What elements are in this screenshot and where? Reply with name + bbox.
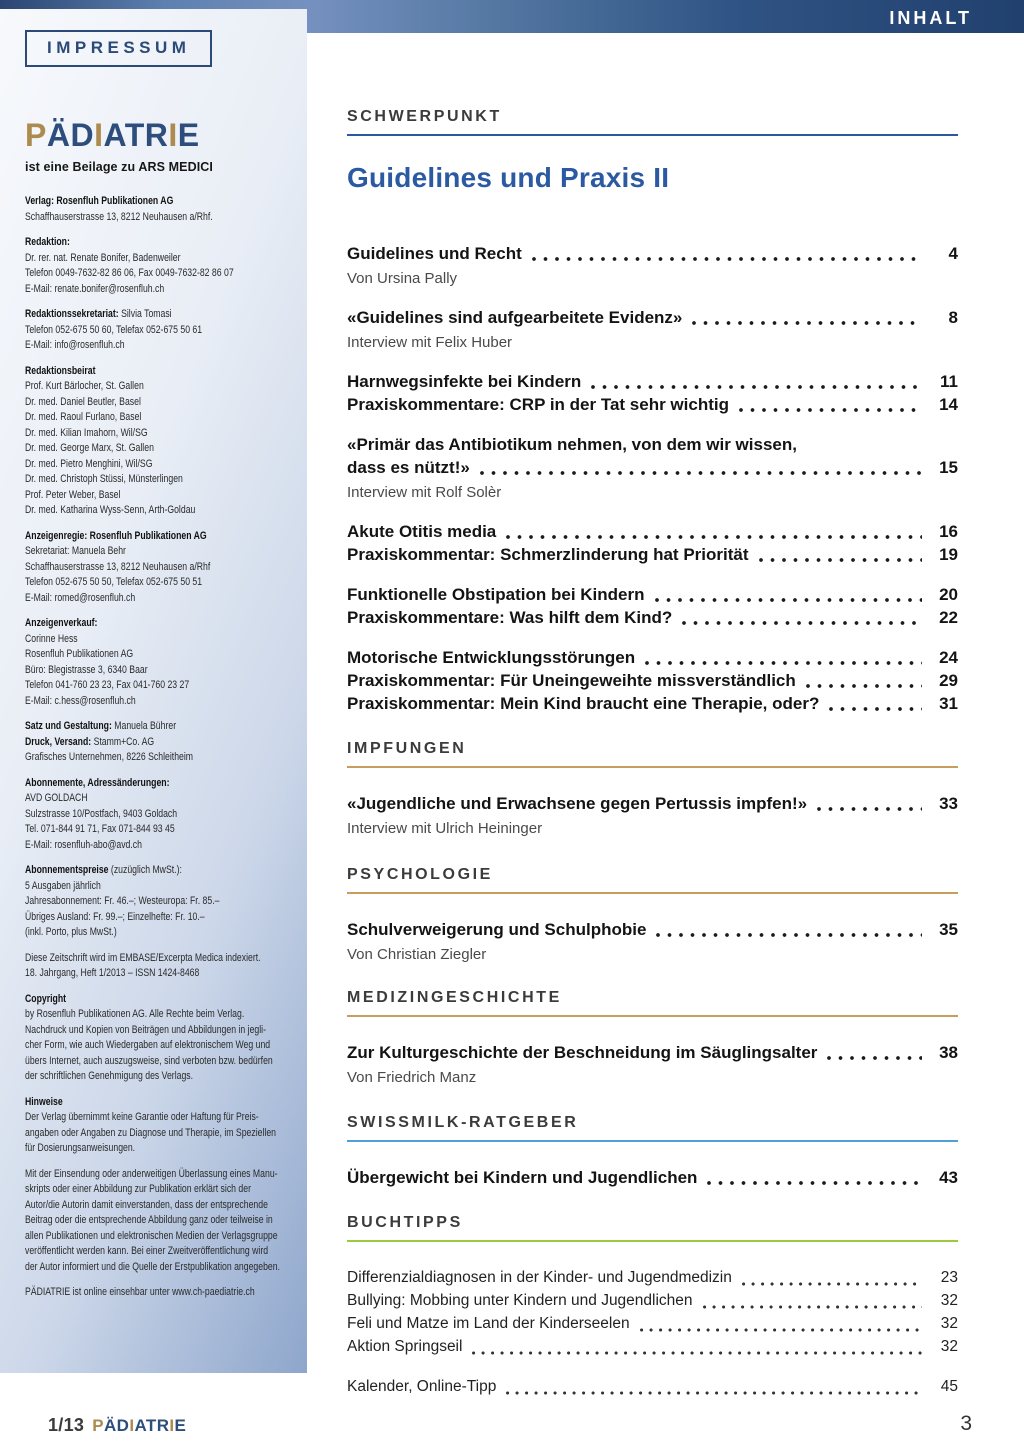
impressum-line: E-Mail: romed@rosenfluh.ch	[25, 591, 136, 604]
impressum-line: allen Publikationen und elektronischen Medien der Verlagsgruppe	[25, 1229, 278, 1242]
toc-entry-title: Praxiskommentar: Mein Kind braucht eine Therapie, oder?	[347, 694, 820, 713]
toc-row	[347, 1335, 958, 1358]
toc-page-number: 24	[939, 648, 958, 667]
impressum-line: E-Mail: renate.bonifer@rosenfluh.ch	[25, 282, 165, 295]
impressum-line: Anzeigenregie: Rosenfluh Publikationen AG	[25, 529, 207, 542]
toc-page-number: 23	[940, 1269, 958, 1286]
impressum-line: Beitrag oder die entsprechende Abbildung ganz oder teilweise in	[25, 1214, 273, 1226]
toc-entry-title: Guidelines und Recht	[347, 244, 522, 263]
toc-entry-title: Feli und Matze im Land der Kinderseelen	[347, 1315, 630, 1332]
logo-letter: T	[124, 117, 145, 153]
toc-row	[347, 543, 958, 566]
toc-page-number: 33	[939, 794, 958, 813]
logo-letter: I	[94, 117, 104, 153]
impressum-block	[25, 194, 291, 225]
toc-page-number: 43	[939, 1168, 958, 1187]
dot-leader	[806, 684, 922, 688]
toc-row	[347, 669, 958, 692]
impressum-block	[25, 364, 291, 519]
toc-row	[347, 1375, 958, 1398]
impressum-line: Dr. med. Raoul Furlano, Basel	[25, 411, 142, 423]
toc-page-number: 14	[939, 395, 958, 414]
impressum-line: E-Mail: info@rosenfluh.ch	[25, 339, 125, 351]
impressum-line: Autor/die Autorin damit einverstanden, dass der entsprechende	[25, 1198, 268, 1211]
toc-item	[347, 792, 958, 839]
logo-letter: P	[25, 117, 47, 153]
impressum-block	[25, 776, 291, 854]
impressum-line: Diese Zeitschrift wird im EMBASE/Excerpta Medica indexiert.	[25, 951, 261, 964]
impressum-line: E-Mail: c.hess@rosenfluh.ch	[25, 694, 136, 707]
impressum-line: Telefon 052-675 50 50, Telefax 052-675 50 51	[25, 576, 203, 588]
toc-page-number: 35	[939, 920, 958, 939]
toc-entry-title: Schulverweigerung und Schulphobie	[347, 920, 647, 939]
dot-leader	[640, 1328, 922, 1332]
toc-row	[347, 1166, 958, 1189]
toc-row	[347, 692, 958, 715]
section-items	[347, 918, 958, 965]
toc-entry-title: Differenzialdiagnosen in der Kinder- und Jugendmedizin	[347, 1269, 732, 1286]
impressum-line: Prof. Peter Weber, Basel	[25, 488, 121, 501]
impressum-sidebar	[0, 9, 307, 1373]
logo-letter: I	[168, 117, 178, 153]
toc-entry-title: Übergewicht bei Kindern und Jugendlichen	[347, 1168, 698, 1187]
impressum-line: Prof. Kurt Bärlocher, St. Gallen	[25, 380, 144, 392]
impressum-line: Büro: Blegistrasse 3, 6340 Baar	[25, 663, 148, 676]
section-items	[347, 1266, 958, 1398]
toc-entry-title: Praxiskommentare: CRP in der Tat sehr wichtig	[347, 395, 729, 414]
dot-leader	[656, 933, 922, 937]
footer-issue	[48, 1415, 186, 1436]
impressum-line: Satz und Gestaltung: Manuela Bührer	[25, 720, 177, 732]
logo-letter: D	[116, 1416, 130, 1435]
dot-leader	[742, 1282, 922, 1286]
impressum-line: by Rosenfluh Publikationen AG. Alle Rechte beim Verlag.	[25, 1008, 245, 1020]
toc-section-buchtipps	[347, 1214, 958, 1415]
impressum-line: angaben oder Angaben zu Diagnose und Therapie, im Speziellen	[25, 1126, 276, 1139]
toc-page-number: 20	[939, 585, 958, 604]
impressum-heading-box	[25, 30, 212, 67]
section-heading: IMPFUNGEN	[347, 740, 958, 768]
toc-row	[347, 370, 958, 393]
toc-entry-title: Praxiskommentare: Was hilft dem Kind?	[347, 608, 673, 627]
impressum-line: Corinne Hess	[25, 632, 78, 645]
impressum-line: (inkl. Porto, plus MwSt.)	[25, 926, 117, 938]
impressum-line: Copyright	[25, 992, 67, 1005]
toc-page-number: 29	[939, 671, 958, 690]
impressum-line: der schriftlichen Genehmigung des Verlags.	[25, 1070, 194, 1082]
page-number: 3	[960, 1412, 972, 1435]
toc-row	[347, 520, 958, 543]
impressum-line: Jahresabonnement: Fr. 46.–; Westeuropa: Fr. 85.–	[25, 895, 220, 907]
impressum-block	[25, 863, 291, 941]
toc-row	[347, 606, 958, 629]
toc-item	[347, 370, 958, 416]
toc-page-number: 15	[939, 458, 958, 477]
logo-letter: R	[156, 1416, 170, 1435]
impressum-line: Schaffhauserstrasse 13, 8212 Neuhausen a/Rhf	[25, 560, 211, 573]
dot-leader	[645, 661, 922, 665]
toc-page-number: 45	[940, 1378, 958, 1395]
issue-number: 1/13	[48, 1415, 85, 1435]
toc-page-number: 11	[940, 372, 958, 391]
toc-byline: Von Friedrich Manz	[347, 1069, 477, 1086]
impressum-block	[25, 1095, 291, 1157]
toc-item	[347, 1166, 958, 1189]
impressum-block	[25, 307, 291, 354]
paediatrie-logo-small	[92, 1416, 186, 1436]
toc-item	[347, 306, 958, 353]
impressum-line: Abonnemente, Adressänderungen:	[25, 776, 170, 789]
toc-entry-title: «Jugendliche und Erwachsene gegen Pertussis impfen!»	[347, 794, 808, 813]
impressum-line: Dr. med. Pietro Menghini, Wil/SG	[25, 457, 153, 470]
impressum-line: übers Internet, auch auszugsweise, sind verboten bzw. bedürfen	[25, 1054, 273, 1067]
toc-section-psychologie	[347, 866, 958, 982]
dot-leader	[591, 385, 922, 389]
impressum-line: Dr. med. Daniel Beutler, Basel	[25, 395, 141, 408]
toc-byline: Interview mit Ulrich Heininger	[347, 820, 543, 837]
toc-page-number: 32	[940, 1338, 958, 1355]
toc-item	[347, 1266, 958, 1358]
section-heading: MEDIZINGESCHICHTE	[347, 989, 958, 1017]
impressum-line: Mit der Einsendung oder anderweitigen Überlassung eines Manu-	[25, 1167, 278, 1180]
impressum-line: cher Form, wie auch Wiedergaben auf elektronischem Weg und	[25, 1039, 271, 1051]
impressum-block	[25, 1285, 291, 1301]
logo-letter: P	[92, 1416, 104, 1435]
toc-page-number: 22	[939, 608, 958, 627]
impressum-line: Redaktionssekretariat: Silvia Tomasi	[25, 308, 172, 320]
dot-leader	[703, 1305, 922, 1309]
toc-row	[347, 646, 958, 669]
impressum-blocks	[25, 194, 291, 1301]
section-heading: PSYCHOLOGIE	[347, 866, 958, 894]
toc-entry-title: Praxiskommentar: Für Uneingeweihte missverständlich	[347, 671, 796, 690]
toc-entry-title: «Guidelines sind aufgearbeitete Evidenz»	[347, 308, 683, 327]
logo-letter: E	[177, 117, 200, 153]
dot-leader	[827, 1056, 922, 1060]
paediatrie-logo	[25, 119, 291, 151]
impressum-line: Sekretariat: Manuela Behr	[25, 545, 126, 557]
toc-entry-title: Bullying: Mobbing unter Kindern und Jugendlichen	[347, 1292, 693, 1309]
dot-leader	[655, 598, 922, 602]
dot-leader	[480, 471, 922, 475]
impressum-block	[25, 616, 291, 709]
dot-leader	[739, 408, 922, 412]
impressum-line: Dr. med. Katharina Wyss-Senn, Arth-Goldau	[25, 504, 196, 516]
impressum-line: 18. Jahrgang, Heft 1/2013 – ISSN 1424-8468	[25, 967, 200, 979]
section-heading: SWISSMILK-RATGEBER	[347, 1114, 958, 1142]
impressum-block	[25, 235, 291, 297]
toc-item	[347, 918, 958, 965]
toc-item	[347, 646, 958, 715]
toc-section-schwerpunkt	[347, 108, 958, 732]
toc-page-number: 16	[939, 522, 958, 541]
dot-leader	[829, 707, 922, 711]
toc-row	[347, 242, 958, 265]
toc-item	[347, 433, 958, 503]
impressum-line: Telefon 041-760 23 23, Fax 041-760 23 27	[25, 679, 190, 691]
section-heading: BUCHTIPPS	[347, 1214, 958, 1242]
dot-leader	[707, 1181, 922, 1185]
section-items	[347, 792, 958, 839]
impressum-line: der Autor informiert und die Quelle der Erstpublikation angegeben.	[25, 1260, 280, 1273]
dot-leader	[506, 535, 922, 539]
toc-byline: Interview mit Felix Huber	[347, 334, 513, 351]
impressum-block	[25, 529, 291, 607]
impressum-line: Dr. med. George Marx, St. Gallen	[25, 442, 154, 454]
toc-row	[347, 1289, 958, 1312]
toc-entry-title: Harnwegsinfekte bei Kindern	[347, 372, 582, 391]
toc-entry-title: Zur Kulturgeschichte der Beschneidung im Säuglingsalter	[347, 1043, 818, 1062]
dot-leader	[759, 558, 923, 562]
toc-entry-title: «Primär das Antibiotikum nehmen, von dem wir wissen,	[347, 435, 797, 454]
toc-page-number: 32	[940, 1292, 958, 1309]
toc-byline: Interview mit Rolf Solèr	[347, 484, 502, 501]
toc-item	[347, 242, 958, 289]
logo-letter: A	[103, 117, 125, 153]
toc-byline: Von Christian Ziegler	[347, 946, 487, 963]
toc-section-swissmilk-ratgeber	[347, 1114, 958, 1206]
impressum-line: Nachdruck und Kopien von Beiträgen und Abbildungen in jegli-	[25, 1023, 266, 1036]
dot-leader	[506, 1391, 922, 1395]
logo-letter: I	[129, 1416, 135, 1435]
toc-row	[347, 393, 958, 416]
toc-row	[347, 1266, 958, 1289]
impressum-line: Tel. 071-844 91 71, Fax 071-844 93 45	[25, 823, 175, 835]
toc-row	[347, 583, 958, 606]
toc-page-number: 4	[948, 244, 958, 263]
toc-item	[347, 1375, 958, 1398]
toc-entry-title: dass es nützt!»	[347, 458, 470, 477]
impressum-line: Dr. med. Christoph Stüssi, Münsterlingen	[25, 473, 183, 485]
toc-row	[347, 433, 958, 456]
toc-entry-title: Praxiskommentar: Schmerzlinderung hat Priorität	[347, 545, 749, 564]
toc-item	[347, 583, 958, 629]
toc-item	[347, 520, 958, 566]
section-items	[347, 242, 958, 715]
toc-page-number: 31	[939, 694, 958, 713]
impressum-line: Rosenfluh Publikationen AG	[25, 648, 134, 660]
toc-entry-title: Akute Otitis media	[347, 522, 497, 541]
impressum-line: Dr. rer. nat. Renate Bonifer, Badenweiler	[25, 251, 181, 264]
impressum-line: Schaffhauserstrasse 13, 8212 Neuhausen a/Rhf.	[25, 210, 213, 223]
inhalt-header-label: INHALT	[889, 8, 972, 28]
toc-page-number: 19	[939, 545, 958, 564]
section-items	[347, 1166, 958, 1189]
impressum-block	[25, 719, 291, 766]
dot-leader	[532, 257, 922, 261]
impressum-line: veröffentlicht werden kann. Bei einer Zweitveröffentlichung wird	[25, 1245, 269, 1257]
impressum-line: für Dosierungsanweisungen.	[25, 1142, 136, 1154]
impressum-line: Druck, Versand: Stamm+Co. AG	[25, 735, 155, 748]
logo-letter: R	[144, 117, 169, 153]
logo-letter: E	[174, 1416, 187, 1435]
impressum-line: Verlag: Rosenfluh Publikationen AG	[25, 195, 174, 207]
toc-row	[347, 306, 958, 329]
impressum-line: Dr. med. Kilian Imahorn, Wil/SG	[25, 426, 148, 439]
toc-row	[347, 1041, 958, 1064]
impressum-line: PÄDIATRIE ist online einsehbar unter www.ch-paediatrie.ch	[25, 1286, 255, 1298]
impressum-line: E-Mail: rosenfluh-abo@avd.ch	[25, 838, 142, 851]
impressum-line: skripts oder einer Abbildung zur Publikation erklärt sich der	[25, 1183, 251, 1195]
logo-subline: ist eine Beilage zu ARS MEDICI	[25, 160, 213, 174]
toc-row	[347, 456, 958, 479]
section-heading: SCHWERPUNKT	[347, 108, 958, 136]
impressum-line: Redaktionsbeirat	[25, 364, 96, 377]
toc-row	[347, 792, 958, 815]
impressum-line: Der Verlag übernimmt keine Garantie oder Haftung für Preis-	[25, 1111, 259, 1123]
toc-entry-title: Kalender, Online-Tipp	[347, 1378, 497, 1395]
logo-letter: Ä	[103, 1416, 117, 1435]
impressum-line: Übriges Ausland: Fr. 99.–; Einzelhefte: Fr. 10.–	[25, 910, 205, 923]
dot-leader	[692, 321, 922, 325]
toc-page-number: 32	[940, 1315, 958, 1332]
toc-entry-title: Funktionelle Obstipation bei Kindern	[347, 585, 645, 604]
dot-leader	[817, 807, 922, 811]
logo-letter: A	[134, 1416, 146, 1435]
impressum-line: Abonnementspreise (zuzüglich MwSt.):	[25, 864, 182, 876]
toc-page-number: 38	[939, 1043, 958, 1062]
impressum-line: Hinweise	[25, 1095, 63, 1108]
toc-entry-title: Motorische Entwicklungsstörungen	[347, 648, 636, 667]
impressum-heading: IMPRESSUM	[47, 38, 191, 57]
impressum-line: 5 Ausgaben jährlich	[25, 879, 101, 892]
impressum-line: Telefon 0049-7632-82 86 06, Fax 0049-7632-82 86 07	[25, 267, 234, 279]
toc-row	[347, 1312, 958, 1335]
toc-entry-title: Aktion Springseil	[347, 1338, 463, 1355]
impressum-line: Telefon 052-675 50 60, Telefax 052-675 50 61	[25, 323, 203, 336]
toc-section-medizingeschichte	[347, 989, 958, 1105]
impressum-line: Redaktion:	[25, 236, 70, 248]
toc-page-number: 8	[948, 308, 958, 327]
logo-letter: T	[145, 1416, 157, 1435]
impressum-line: Anzeigenverkauf:	[25, 617, 98, 629]
impressum-block	[25, 951, 291, 982]
impressum-line: Grafisches Unternehmen, 8226 Schleitheim	[25, 751, 194, 763]
logo-letter: Ä	[46, 117, 71, 153]
dot-leader	[472, 1351, 922, 1355]
section-items	[347, 1041, 958, 1088]
toc-section-impfungen	[347, 740, 958, 856]
toc-row	[347, 918, 958, 941]
feature-title: Guidelines und Praxis II	[347, 162, 670, 193]
dot-leader	[682, 621, 922, 625]
impressum-line: AVD GOLDACH	[25, 792, 88, 804]
logo-letter: I	[169, 1416, 175, 1435]
toc-byline: Von Ursina Pally	[347, 270, 458, 287]
impressum-block	[25, 1167, 291, 1276]
logo-letter: D	[70, 117, 95, 153]
impressum-block	[25, 992, 291, 1085]
toc-item	[347, 1041, 958, 1088]
impressum-line: Sulzstrasse 10/Postfach, 9403 Goldach	[25, 807, 178, 820]
